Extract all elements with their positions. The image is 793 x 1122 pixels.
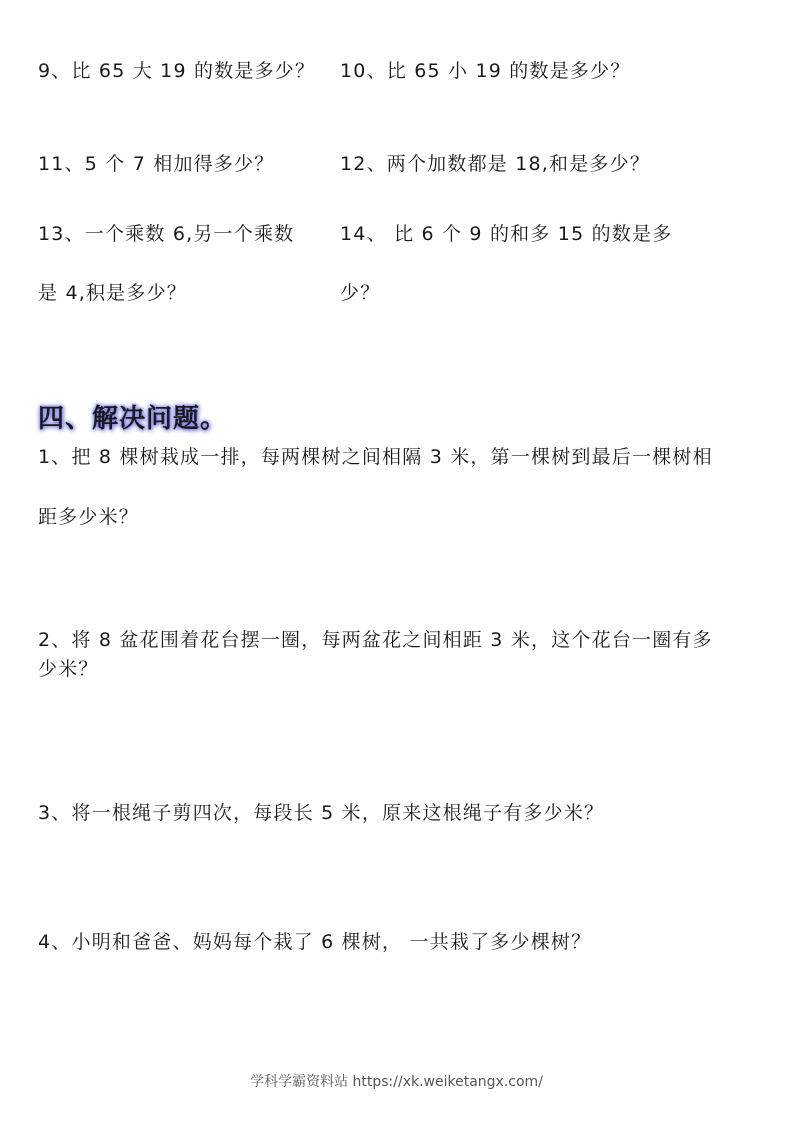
footer-watermark: 学科学霸资料站 https://xk.weiketangx.com/ [250, 1074, 543, 1090]
problem-2-line-1: 2、将 8 盆花围着花台摆一圈，每两盆花之间相距 3 米，这个花台一圈有多 [38, 629, 713, 651]
question-14-line-1: 14、 比 6 个 9 的和多 15 的数是多 [340, 223, 673, 245]
question-12: 12、两个加数都是 18,和是多少？ [340, 153, 651, 175]
question-13-line-2: 是 4,积是多少？ [38, 282, 187, 304]
question-9: 9、比 65 大 19 的数是多少？ [38, 60, 316, 82]
section-title: 四、解决问题。 [38, 404, 228, 434]
problem-2-line-2: 少米？ [38, 658, 99, 680]
question-10: 10、比 65 小 19 的数是多少？ [340, 60, 631, 82]
question-11: 11、5 个 7 相加得多少？ [38, 153, 275, 175]
problem-3: 3、将一根绳子剪四次，每段长 5 米，原来这根绳子有多少米？ [38, 802, 605, 824]
problem-4: 4、小明和爸爸、妈妈每个栽了 6 棵树， 一共栽了多少棵树？ [38, 931, 592, 953]
question-14-line-2: 少？ [340, 282, 381, 304]
problem-1-line-1: 1、把 8 棵树栽成一排，每两棵树之间相隔 3 米，第一棵树到最后一棵树相 [38, 446, 713, 468]
problem-1-line-2: 距多少米？ [38, 506, 140, 528]
question-13-line-1: 13、一个乘数 6,另一个乘数 [38, 223, 295, 245]
